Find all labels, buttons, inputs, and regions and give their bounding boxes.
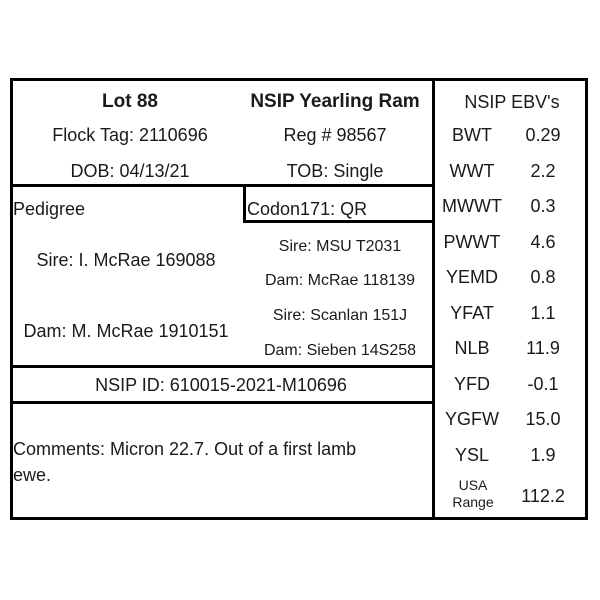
ebv-value: 1.9 xyxy=(530,445,556,465)
sire-dam: Dam: McRae 118139 xyxy=(265,272,415,289)
ebv-label: MWWT xyxy=(442,196,502,216)
sire: Sire: I. McRae 169088 xyxy=(36,250,216,270)
ebv-label: YSL xyxy=(454,445,490,465)
comments-line-1: Comments: Micron 22.7. Out of a first lamb xyxy=(13,439,357,459)
header-divider xyxy=(13,184,432,187)
codon-left-line xyxy=(243,185,246,223)
ebv-value: 0.8 xyxy=(530,267,556,287)
dam-sire: Sire: Scanlan 151J xyxy=(272,307,408,324)
lot-number: Lot 88 xyxy=(102,91,158,112)
ebv-value: 2.2 xyxy=(530,161,556,181)
codon-bottom-line xyxy=(243,220,432,223)
ebv-value: 0.29 xyxy=(525,125,561,145)
flock-tag: Flock Tag: 2110696 xyxy=(52,125,208,145)
ebv-value: 11.9 xyxy=(526,338,560,358)
pedigree-divider xyxy=(13,365,432,368)
usa-range-label-line-1: USA xyxy=(458,477,488,493)
dam: Dam: M. McRae 1910151 xyxy=(23,321,229,341)
usa-range-label xyxy=(452,477,493,511)
lot-card xyxy=(10,78,588,520)
ebv-value: 4.6 xyxy=(530,232,556,252)
ebv-label: YFD xyxy=(454,374,490,394)
ebv-title: NSIP EBV's xyxy=(464,92,560,112)
ebv-label: YFAT xyxy=(450,303,494,323)
nsip-id: NSIP ID: 610015-2021-M10696 xyxy=(95,375,347,395)
registration-number: Reg # 98567 xyxy=(283,125,387,145)
dam-dam: Dam: Sieben 14S258 xyxy=(263,342,417,359)
page-title: NSIP Yearling Ram xyxy=(250,91,420,112)
nsip-id-divider xyxy=(13,401,432,404)
type-of-birth: TOB: Single xyxy=(286,161,384,181)
sire-sire: Sire: MSU T2031 xyxy=(278,238,402,255)
ebv-label: BWT xyxy=(452,125,492,145)
ebv-divider xyxy=(432,81,435,517)
comments-line-2: ewe. xyxy=(13,465,52,485)
ebv-label: PWWT xyxy=(443,232,501,252)
usa-range-label-line-2: Range xyxy=(452,494,494,510)
ebv-value: 1.1 xyxy=(530,303,556,323)
codon-value: Codon171: QR xyxy=(247,199,368,219)
usa-range-value: 112.2 xyxy=(521,486,565,506)
ebv-value: 15.0 xyxy=(525,409,561,429)
date-of-birth: DOB: 04/13/21 xyxy=(70,161,190,181)
ebv-label: YGFW xyxy=(445,409,499,429)
ebv-label: WWT xyxy=(449,161,495,181)
ebv-value: 0.3 xyxy=(530,196,556,216)
ebv-label: YEMD xyxy=(445,267,499,287)
ebv-value: -0.1 xyxy=(527,374,559,394)
ebv-label: NLB xyxy=(454,338,490,358)
pedigree-label: Pedigree xyxy=(13,199,86,219)
